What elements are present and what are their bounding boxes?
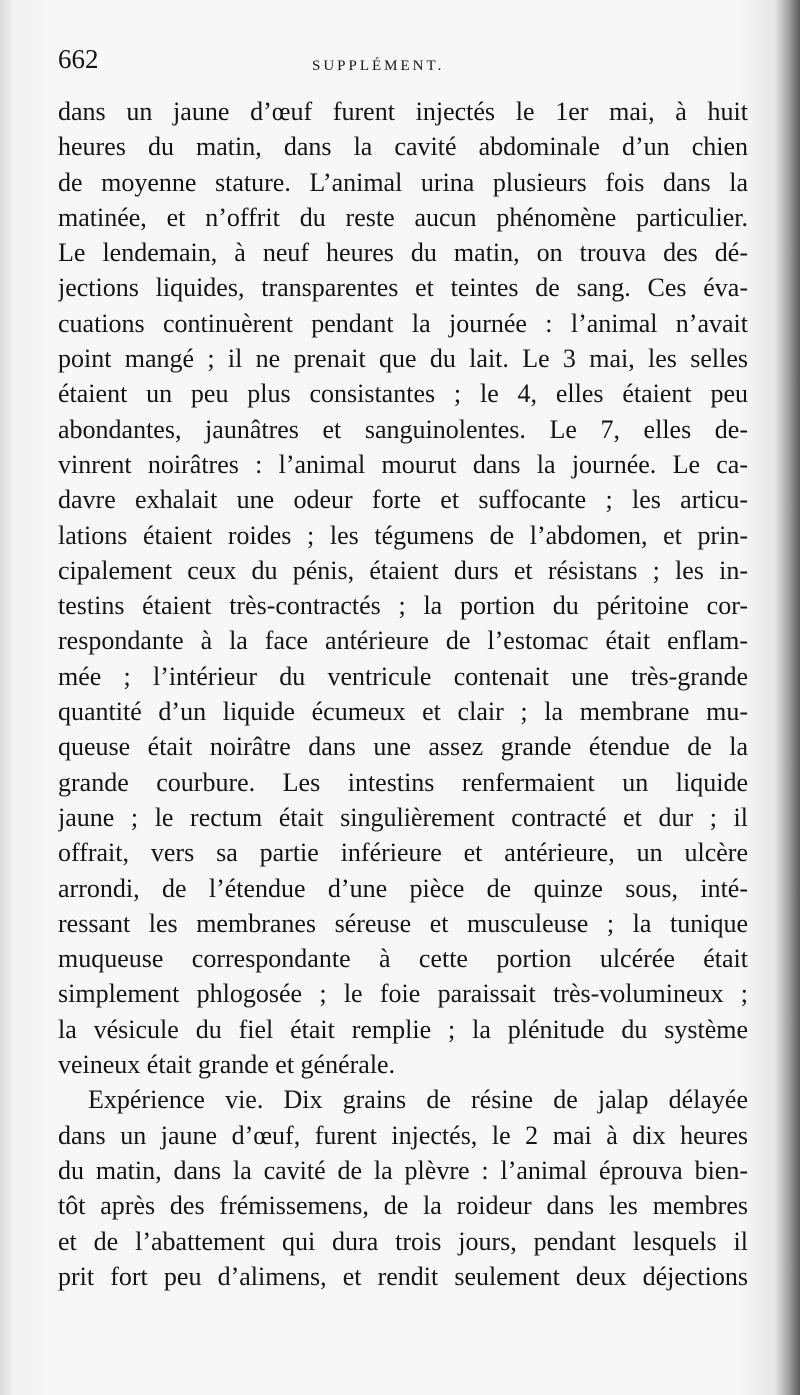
text-line: et de l’abattement qui dura trois jours, pendant lesquels il — [58, 1226, 748, 1256]
text-line: heures du matin, dans la cavité abdominale d’un chien — [58, 132, 748, 162]
text-line: matinée, et n’offrit du reste aucun phénomène particulier. — [58, 202, 748, 232]
text-line: jaune ; le rectum était singulièrement contracté et dur ; il — [58, 802, 748, 832]
text-line: la vésicule du fiel était remplie ; la plénitude du système — [58, 1014, 748, 1044]
text-line: cipalement ceux du pénis, étaient durs et résistans ; les in- — [58, 555, 748, 585]
text-line: grande courbure. Les intestins renfermaient un liquide — [58, 767, 748, 797]
text-line: abondantes, jaunâtres et sanguinolentes. Le 7, elles de- — [58, 414, 748, 444]
text-line: arrondi, de l’étendue d’une pièce de quinze sous, inté- — [58, 873, 748, 903]
text-line: queuse était noirâtre dans une assez grande étendue de la — [58, 732, 748, 762]
text-line: prit fort peu d’alimens, et rendit seulement deux déjections — [58, 1261, 748, 1291]
page-number: 662 — [58, 44, 99, 74]
text-line: offrait, vers sa partie inférieure et antérieure, un ulcère — [58, 838, 748, 868]
text-line: muqueuse correspondante à cette portion ulcérée était — [58, 944, 748, 974]
page-header — [0, 44, 800, 90]
running-head: SUPPLÉMENT. — [312, 58, 445, 74]
text-line: étaient un peu plus consistantes ; le 4, elles étaient peu — [58, 379, 748, 409]
text-line: respondante à la face antérieure de l’estomac était enflam- — [58, 626, 748, 656]
text-line: testins étaient très-contractés ; la portion du péritoine cor- — [58, 591, 748, 621]
text-line: Le lendemain, à neuf heures du matin, on trouva des dé- — [58, 238, 748, 268]
text-line: point mangé ; il ne prenait que du lait. Le 3 mai, les selles — [58, 344, 748, 374]
text-line: lations étaient roides ; les tégumens de l’abdomen, et prin- — [58, 520, 748, 550]
text-line: mée ; l’intérieur du ventricule contenait une très-grande — [58, 661, 748, 691]
text-line: ressant les membranes séreuse et musculeuse ; la tunique — [58, 908, 748, 938]
text-line: tôt après des frémissemens, de la roideur dans les membres — [58, 1191, 748, 1221]
body-text — [58, 94, 748, 1294]
text-line: veineux était grande et générale. — [58, 1050, 396, 1080]
text-line: Expérience vie. Dix grains de résine de jalap délayée — [88, 1085, 748, 1115]
text-line: cuations continuèrent pendant la journée : l’animal n’avait — [58, 308, 748, 338]
text-line: dans un jaune d’œuf, furent injectés, le 2 mai à dix heures — [58, 1120, 748, 1150]
text-line: quantité d’un liquide écumeux et clair ; la membrane mu- — [58, 697, 748, 727]
text-line: de moyenne stature. L’animal urina plusieurs fois dans la — [58, 167, 748, 197]
text-line: vinrent noirâtres : l’animal mourut dans la journée. Le ca- — [58, 449, 748, 479]
text-line: du matin, dans la cavité de la plèvre : l’animal éprouva bien- — [58, 1155, 748, 1185]
text-line: jections liquides, transparentes et teintes de sang. Ces éva- — [58, 273, 748, 303]
text-line: dans un jaune d’œuf furent injectés le 1er mai, à huit — [58, 97, 748, 126]
text-line: davre exhalait une odeur forte et suffocante ; les articu- — [58, 485, 748, 515]
text-line: simplement phlogosée ; le foie paraissait très-volumineux ; — [58, 979, 748, 1009]
